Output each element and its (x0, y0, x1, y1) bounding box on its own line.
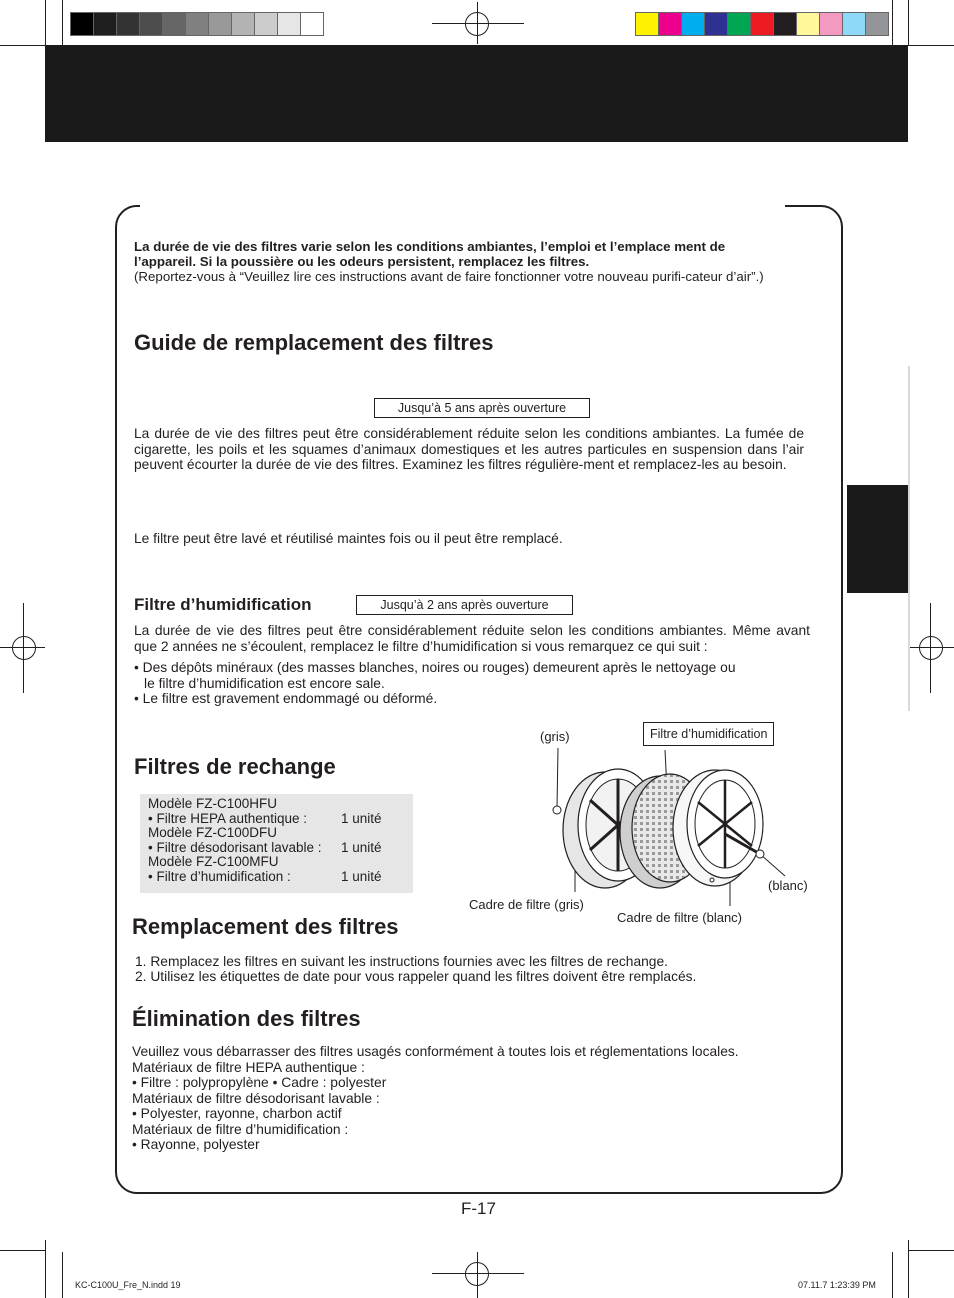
disposal-line: • Rayonne, polyester (132, 1137, 260, 1152)
color-swatch (70, 12, 94, 36)
panel-top-gap (140, 198, 785, 210)
color-swatch (300, 12, 324, 36)
section-tab-rail (908, 366, 910, 711)
process-color-bar (635, 12, 888, 34)
model-row: Modèle FZ-C100HFU (148, 796, 278, 811)
label-frame-blanc: Cadre de filtre (blanc) (617, 910, 742, 925)
color-swatch (681, 12, 705, 36)
color-swatch (658, 12, 682, 36)
disposal-line: Matériaux de filtre désodorisant lavable : (132, 1090, 380, 1106)
bullet-1-line-2: le filtre d’humidification est encore sale. (144, 675, 385, 691)
color-swatch (704, 12, 728, 36)
disposal-line: Matériaux de filtre d’humidification : (132, 1121, 349, 1137)
disposal-title: Élimination des filtres (132, 1006, 361, 1031)
color-swatch (796, 12, 820, 36)
humidification-paragraph: La durée de vie des filtres peut être considérablement réduite selon les conditions ambiantes. Même avant que 2 années ne s’écoulent, remplacez le filtre d’humidification si vous remarquez ce qui suit : (134, 623, 810, 654)
color-swatch (635, 12, 659, 36)
disposal-line: Matériaux de filtre HEPA authentique : (132, 1059, 365, 1075)
humidification-lifetime-box: Jusqu’à 2 ans après ouverture (356, 595, 573, 615)
gray-color-bar (70, 12, 323, 34)
color-swatch (139, 12, 163, 36)
color-swatch (162, 12, 186, 36)
footer-filename: KC-C100U_Fre_N.indd 19 (75, 1280, 181, 1290)
color-swatch (93, 12, 117, 36)
color-swatch (254, 12, 278, 36)
intro-note-text: (Reportez-vous à “Veuillez lire ces instructions avant de faire fonctionner votre nouveau purifi-cateur d’air”.) (134, 269, 764, 284)
page-number: F-17 (461, 1199, 496, 1218)
color-swatch (865, 12, 889, 36)
disposal-line: Veuillez vous débarrasser des filtres usagés conformément à toutes lois et réglementations locales. (132, 1044, 739, 1059)
label-gris: (gris) (540, 729, 570, 744)
model-row: • Filtre d’humidification : 1 unité (148, 868, 382, 884)
replacement-title: Remplacement des filtres (132, 914, 399, 939)
color-swatch (773, 12, 797, 36)
section-tab (847, 485, 908, 593)
disposal-line: • Filtre : polypropylène • Cadre : polyester (132, 1075, 387, 1090)
model-row: Modèle FZ-C100DFU (148, 825, 278, 841)
color-swatch (231, 12, 255, 36)
model-row: Modèle FZ-C100MFU (148, 854, 279, 870)
humidification-bullet-1 (134, 660, 834, 691)
intro-bold-text: La durée de vie des filtres varie selon les conditions ambiantes, l’emploi et l’emplace ment de l’appareil. Si la poussière ou les odeurs persistent, remplacez les filtres. (134, 239, 726, 269)
intro-paragraph (134, 239, 784, 284)
replacement-models-box (140, 794, 413, 893)
color-swatch (750, 12, 774, 36)
guide-title: Guide de remplacement des filtres (134, 330, 494, 355)
disposal-line: • Polyester, rayonne, charbon actif (132, 1106, 342, 1121)
replacement-step-2: 2. Utilisez les étiquettes de date pour vous rappeler quand les filtres doivent être remplacés. (135, 969, 697, 984)
hepa-lifetime-box: Jusqu’à 5 ans après ouverture (374, 398, 590, 418)
color-swatch (842, 12, 866, 36)
hepa-paragraph: La durée de vie des filtres peut être considérablement réduite selon les conditions ambiantes. La fumée de cigarette, les poils et les squames d’animaux domestiques et les autres particules en suspension dans l’air peuvent écourter la durée de vie des filtres. Examinez les filtres régulière-ment et remplacez-les au besoin. (134, 426, 804, 472)
color-swatch (277, 12, 301, 36)
bullet-1-line-1: • Des dépôts minéraux (des masses blanches, noires ou rouges) demeurent après le nettoyage ou (134, 660, 736, 675)
deodorizing-paragraph: Le filtre peut être lavé et réutilisé maintes fois ou il peut être remplacé. (134, 531, 563, 546)
label-humidification-filter: Filtre d’humidification (643, 722, 774, 746)
header-banner (45, 45, 908, 142)
humidification-filter-title: Filtre d’humidification (134, 595, 312, 614)
model-row: • Filtre désodorisant lavable : 1 unité (148, 839, 382, 855)
label-blanc: (blanc) (768, 878, 808, 893)
replacement-step-1: 1. Remplacez les filtres en suivant les instructions fournies avec les filtres de rechange. (135, 954, 668, 969)
replacement-filters-title: Filtres de rechange (134, 754, 336, 779)
color-swatch (727, 12, 751, 36)
color-swatch (185, 12, 209, 36)
label-frame-gris: Cadre de filtre (gris) (469, 897, 584, 912)
footer-timestamp: 07.11.7 1:23:39 PM (798, 1280, 876, 1290)
disposal-text (132, 1044, 832, 1153)
color-swatch (116, 12, 140, 36)
color-swatch (208, 12, 232, 36)
color-swatch (819, 12, 843, 36)
humidification-bullet-2: • Le filtre est gravement endommagé ou déformé. (134, 691, 438, 706)
model-row: • Filtre HEPA authentique : 1 unité (148, 810, 382, 826)
